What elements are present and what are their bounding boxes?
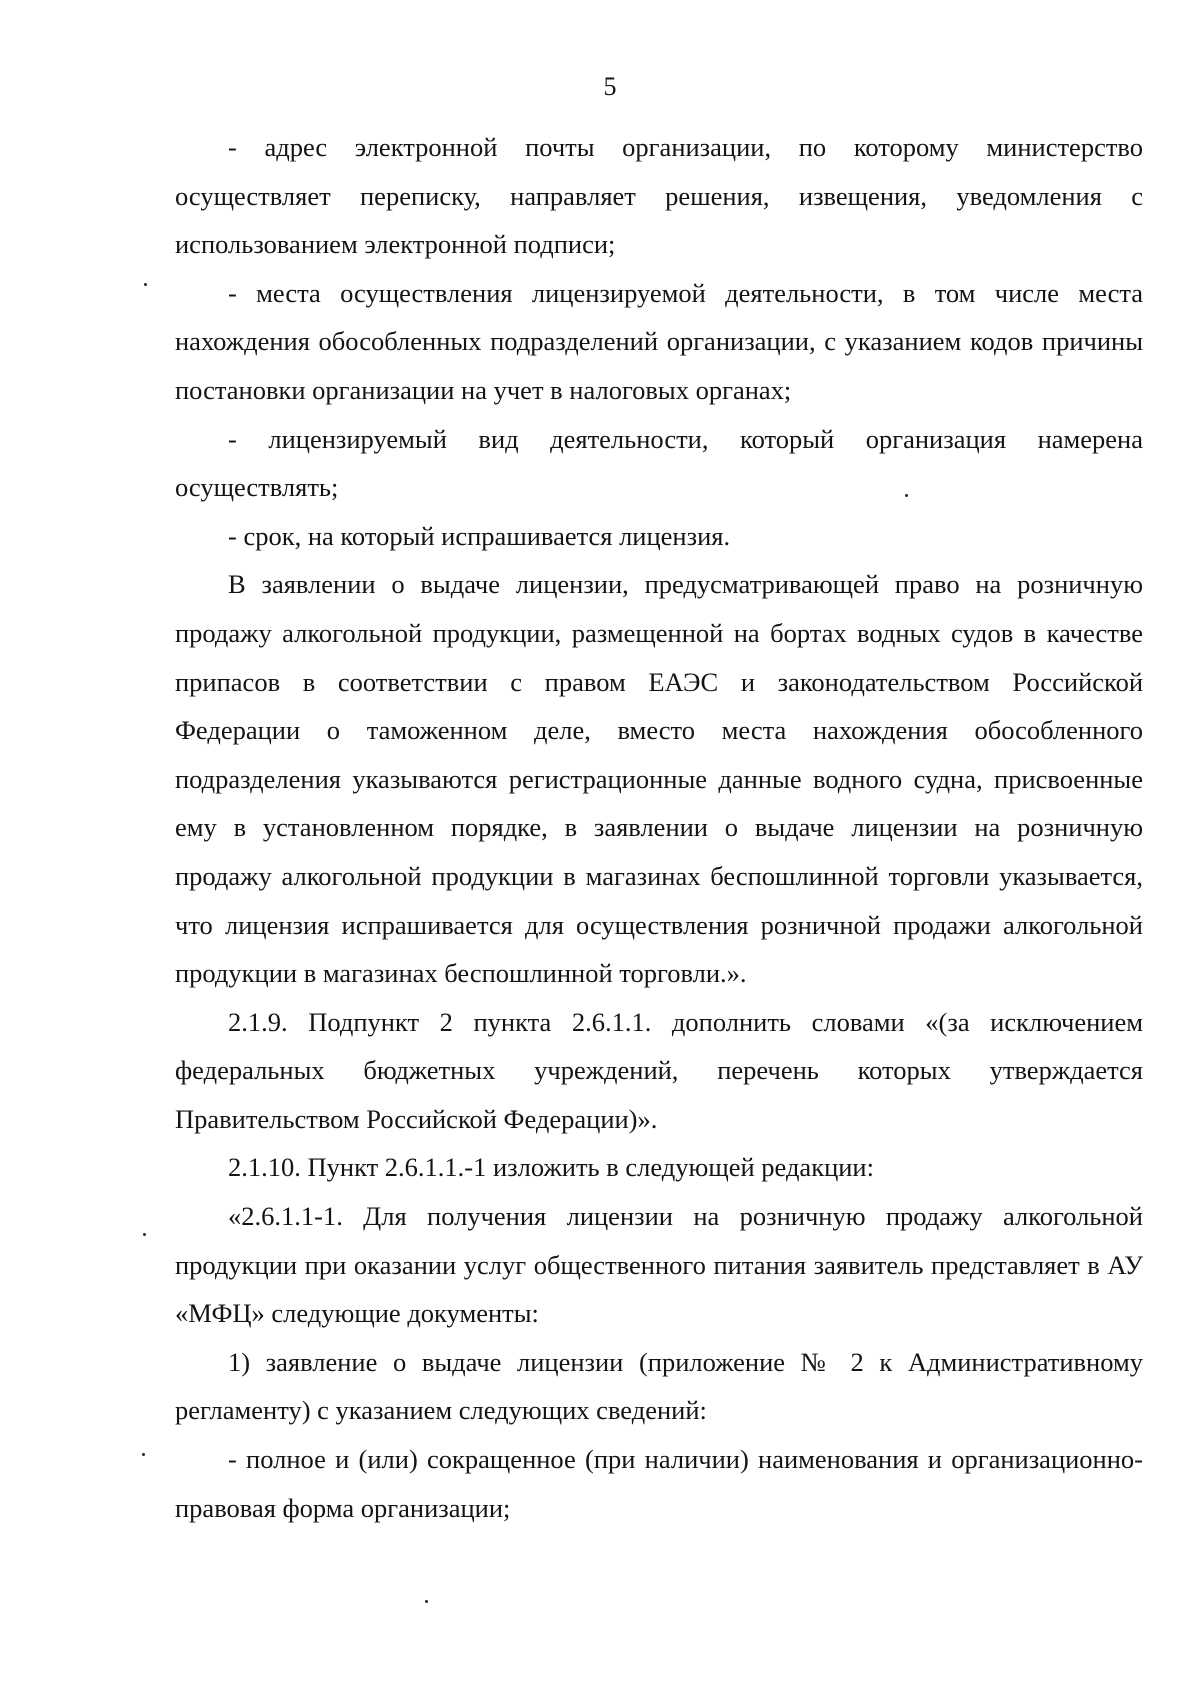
paragraph-clause-2-1-9: 2.1.9. Подпункт 2 пункта 2.6.1.1. дополнить словами «(за исключением федеральных бюджетных учреждений, перечень которых утверждается Правительством Российской Федерации)». (175, 1006, 1143, 1134)
paragraph-organization-name: - полное и (или) сокращенное (при наличии) наименования и организационно-правовая форма организации; (175, 1444, 1143, 1523)
scan-speck (425, 1600, 428, 1603)
scan-speck (144, 283, 147, 286)
paragraph-license-term: - срок, на который испрашивается лицензия. (228, 520, 731, 551)
paragraph-vessel-and-duty-free: В заявлении о выдаче лицензии, предусматривающей право на розничную продажу алкогольной продукции, размещенной на бортах водных судов в качестве припасов в соответствии с правом ЕАЭС и законодательством Российской Федерации о таможенном деле, вместо места нахождения обособленного подразделения указываются регистрационные данные водного судна, присвоенные ему в установленном порядке, в заявлении о выдаче лицензии на розничную продажу алкогольной продукции в магазинах беспошлинной торговли указывается, что лицензия испрашивается для осуществления розничной продажи алкогольной продукции в магазинах беспошлинной торговли.». (175, 569, 1143, 989)
scan-speck (143, 1233, 146, 1236)
document-body (175, 120, 1143, 1532)
paragraph-clause-2-6-1-1-1: «2.6.1.1-1. Для получения лицензии на розничную продажу алкогольной продукции при оказании услуг общественного питания заявитель представляет в АУ «МФЦ» следующие документы: (175, 1201, 1143, 1329)
paragraph-activity-locations: - места осуществления лицензируемой деятельности, в том числе места нахождения обособленных подразделений организации, с указанием кодов причины постановки организации на учет в налоговых органах; (175, 277, 1143, 405)
paragraph-email-address: - адрес электронной почты организации, по которому министерство осуществляет переписку, направляет решения, извещения, уведомления с использованием электронной подписи; (175, 132, 1143, 260)
paragraph-clause-2-1-10: 2.1.10. Пункт 2.6.1.1.-1 изложить в следующей редакции: (228, 1152, 874, 1183)
scan-speck (905, 494, 908, 497)
paragraph-application-item-1: 1) заявление о выдаче лицензии (приложение № 2 к Административному регламенту) с указанием следующих сведений: (175, 1346, 1143, 1426)
paragraph-activity-type: - лицензируемый вид деятельности, который организация намерена осуществлять; (175, 423, 1143, 503)
scan-speck (142, 1453, 145, 1456)
page-number: 5 (603, 72, 617, 101)
